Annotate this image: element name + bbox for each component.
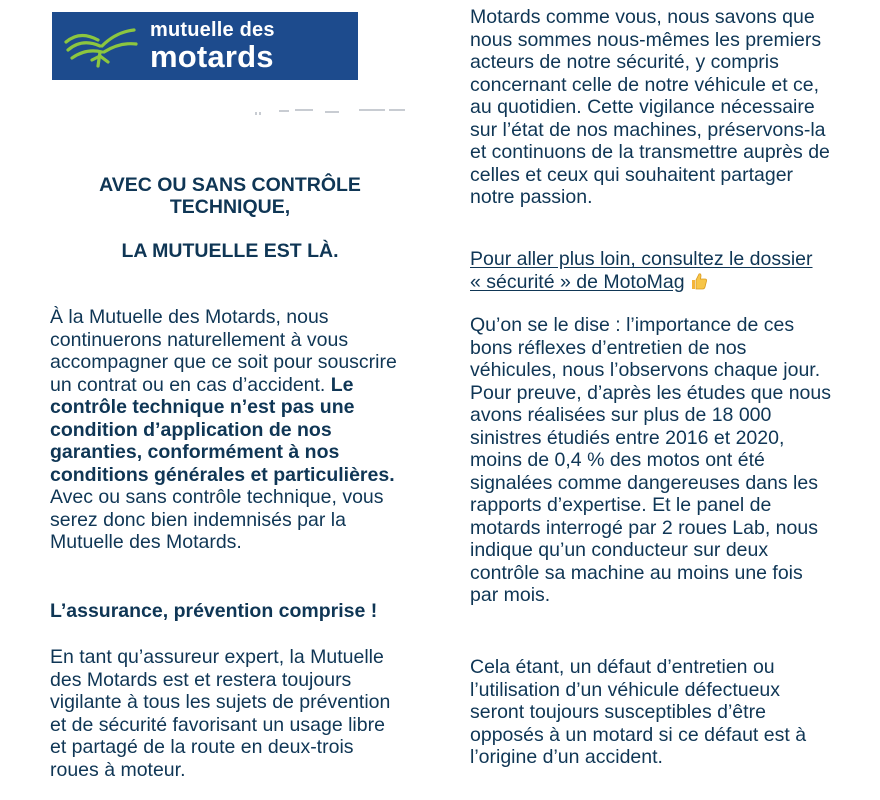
intro-text: À la Mutuelle des Motards, nous continuerons naturellement à vous accompagner que ce soit pour souscrire un contrat ou en cas d’accident.	[50, 306, 397, 396]
intro-bold-text: Le contrôle technique n’est pas une condition d’application de nos garanties, conformément à nos conditions générales et particulières.	[50, 373, 395, 486]
section-subheading: L’assurance, prévention comprise !	[50, 600, 378, 622]
statistics-paragraph: Qu’on se le dise : l’importance de ces bons réflexes d’entretien de nos véhicules, nous l’observons chaque jour. Pour preuve, d’après les études que nous avons réalisées sur plus de 18 000 sinistres étudiés entre 2016 et 2020, moins de 0,4 % des motos ont été signalées comme dangereuses dans les rapports d’expertise. Et le panel de motards interrogé par 2 roues Lab, nous indique qu’un conducteur sur deux contrôle sa machine au moins une fois par mois.	[470, 314, 831, 606]
maintenance-paragraph: Cela étant, un défaut d’entretien ou l’utilisation d’un véhicule défectueux seront toujours susceptibles d’être opposés à un motard si ce défaut est à l’origine d’un accident.	[470, 656, 807, 768]
scan-artifact	[255, 104, 415, 118]
logo-text-line2: motards	[150, 39, 274, 74]
intro-paragraph	[50, 306, 402, 554]
motomag-link-paragraph	[470, 248, 820, 293]
main-heading-second: LA MUTUELLE EST LÀ.	[121, 240, 339, 262]
prevention-paragraph: En tant qu’assureur expert, la Mutuelle des Motards est et restera toujours vigilante à tous les sujets de prévention et de sécurité favorisant un usage libre et partagé de la route en deux-trois roues à moteur.	[50, 646, 391, 781]
main-heading: AVEC OU SANS CONTRÔLE TECHNIQUE,	[99, 174, 361, 218]
bird-logo-icon	[58, 22, 142, 70]
intro-outro-text: Avec ou sans contrôle technique, vous serez donc bien indemnisés par la Mutuelle des Motards.	[50, 486, 384, 553]
logo-text-line1: mutuelle des	[150, 19, 275, 41]
thumbs-up-icon	[689, 271, 709, 291]
motomag-link[interactable]: Pour aller plus loin, consultez le dossier « sécurité » de MotoMag	[470, 248, 813, 293]
brand-logo	[52, 12, 358, 80]
safety-paragraph: Motards comme vous, nous savons que nous sommes nous-mêmes les premiers acteurs de notre sécurité, y compris concernant celle de notre véhicule et ce, au quotidien. Cette vigilance nécessaire sur l’état de nos machines, préservons-la et continuons de la transmettre auprès de celles et ceux qui souhaitent partager notre passion.	[470, 6, 830, 208]
